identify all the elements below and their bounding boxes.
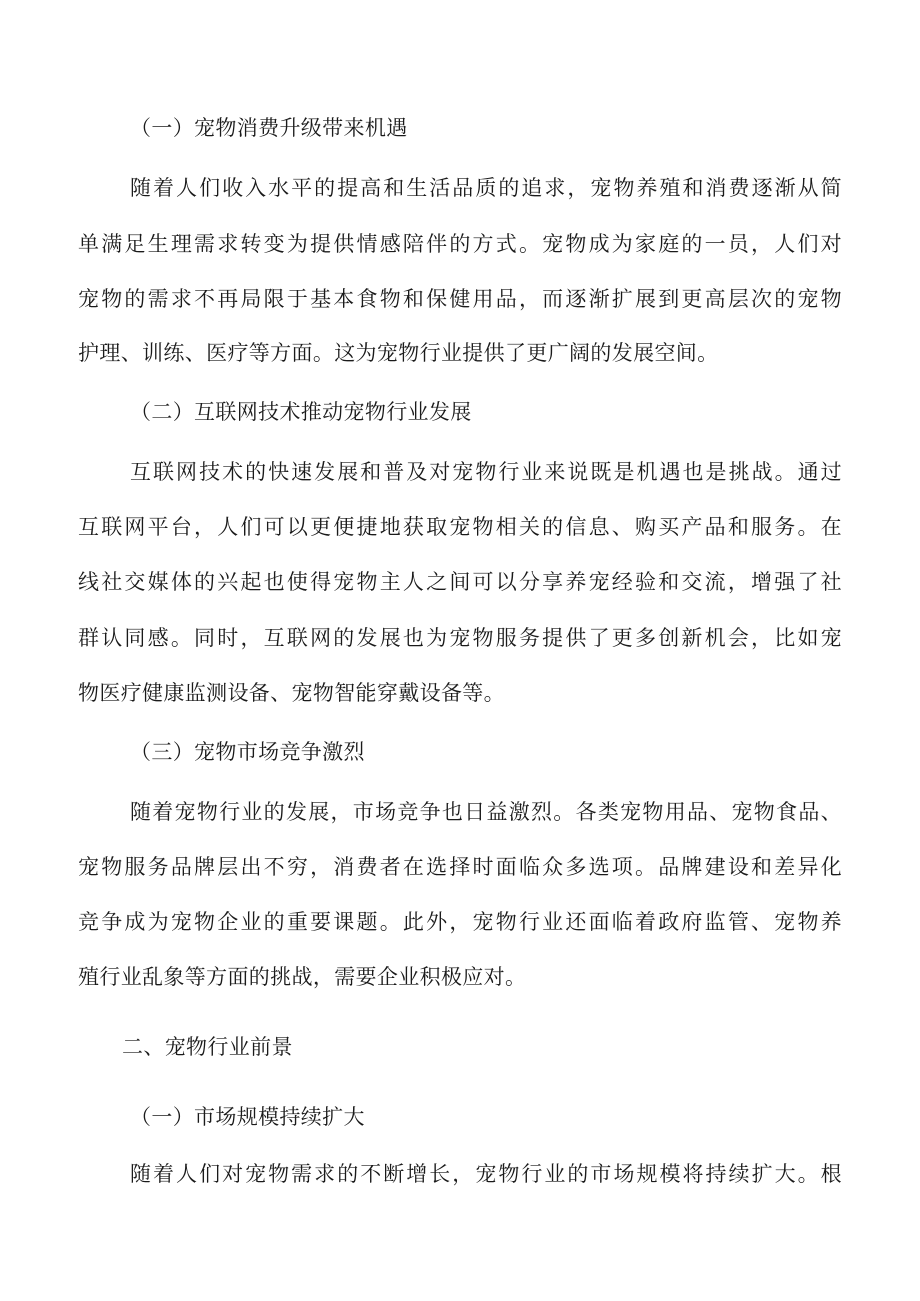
paragraph-line: 随着宠物行业的发展，市场竞争也日益激烈。各类宠物用品、宠物食品、 (130, 800, 842, 824)
section-heading: （一）宠物消费升级带来机遇 (130, 116, 408, 140)
section-heading: （三）宠物市场竞争激烈 (130, 740, 365, 764)
paragraph-line: 宠物服务品牌层出不穷，消费者在选择时面临众多选项。品牌建设和差异化 (78, 855, 842, 879)
section-heading: （一）市场规模持续扩大 (130, 1105, 365, 1129)
paragraph-line: 护理、训练、医疗等方面。这为宠物行业提供了更广阔的发展空间。 (78, 341, 719, 365)
section-heading: （二）互联网技术推动宠物行业发展 (130, 400, 472, 424)
paragraph-line: 物医疗健康监测设备、宠物智能穿戴设备等。 (78, 681, 505, 705)
paragraph-line: 群认同感。同时，互联网的发展也为宠物服务提供了更多创新机会，比如宠 (78, 626, 842, 650)
paragraph-line: 单满足生理需求转变为提供情感陪伴的方式。宠物成为家庭的一员，人们对 (78, 232, 842, 256)
paragraph-line: 随着人们收入水平的提高和生活品质的追求，宠物养殖和消费逐渐从简 (130, 176, 842, 200)
paragraph-line: 互联网技术的快速发展和普及对宠物行业来说既是机遇也是挑战。通过 (130, 460, 842, 484)
paragraph-line: 竞争成为宠物企业的重要课题。此外，宠物行业还面临着政府监管、宠物养 (78, 910, 842, 934)
paragraph-line: 随着人们对宠物需求的不断增长，宠物行业的市场规模将持续扩大。根 (130, 1162, 842, 1186)
chapter-heading: 二、宠物行业前景 (122, 1035, 293, 1059)
paragraph-line: 线社交媒体的兴起也使得宠物主人之间可以分享养宠经验和交流，增强了社 (78, 570, 842, 594)
paragraph-line: 殖行业乱象等方面的挑战，需要企业积极应对。 (78, 965, 527, 989)
paragraph-line: 宠物的需求不再局限于基本食物和保健用品，而逐渐扩展到更高层次的宠物 (78, 287, 842, 311)
paragraph-line: 互联网平台，人们可以更便捷地获取宠物相关的信息、购买产品和服务。在 (78, 515, 842, 539)
